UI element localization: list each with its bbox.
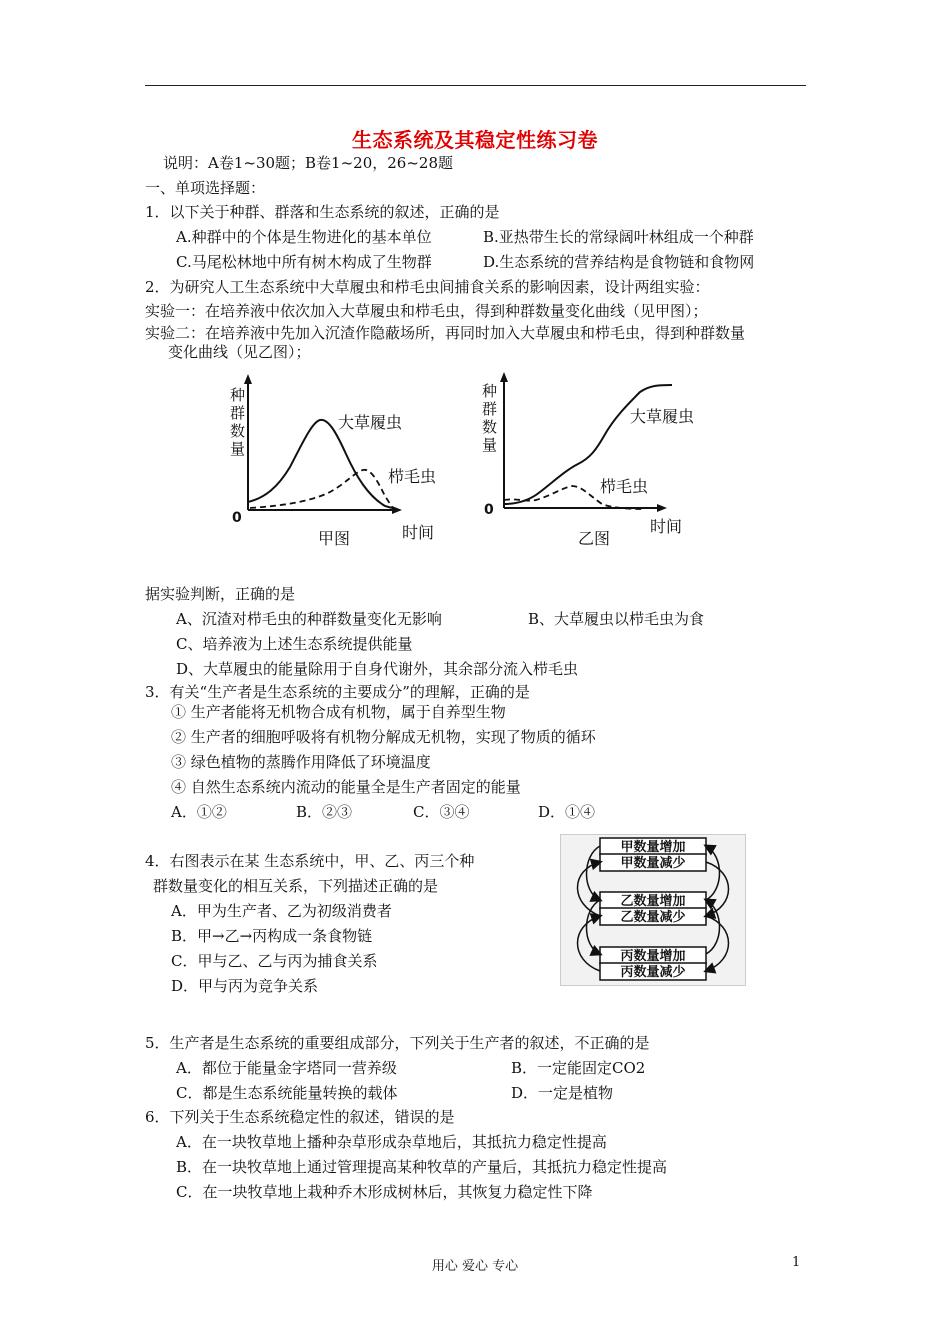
q3-option-d: D．①④ [538, 803, 596, 821]
series-label-paramecium: 大草履虫 [630, 407, 695, 426]
q1-stem: 1．以下关于种群、群落和生态系统的叙述，正确的是 [145, 203, 500, 221]
q2-experiment-2-cont: 变化曲线（见乙图）； [168, 343, 311, 361]
x-axis-label: 时间 [402, 523, 435, 542]
q6-stem: 6．下列关于生态系统稳定性的叙述，错误的是 [145, 1108, 455, 1126]
curve-paramecium [248, 420, 392, 508]
series-label-paramecium: 大草履虫 [338, 413, 403, 432]
box-label: 丙数量减少 [620, 965, 686, 980]
q6-option-a: A．在一块牧草地上播种杂草形成杂草地后，其抵抗力稳定性提高 [176, 1133, 607, 1151]
y-axis-arrow [500, 372, 508, 382]
x-axis-arrow [392, 506, 402, 514]
q2-stem: 2．为研究人工生态系统中大草履虫和栉毛虫间捕食关系的影响因素，设计两组实验： [145, 278, 710, 296]
population-relation-diagram [560, 834, 746, 986]
q3-stem: 3．有关“生产者是生态系统的主要成分”的理解，正确的是 [145, 683, 530, 701]
q3-statement-1: ① 生产者能将无机物合成有机物，属于自养型生物 [171, 703, 506, 721]
graph-jia [220, 372, 460, 552]
q2-option-a: A、沉渣对栉毛虫的种群数量变化无影响 [176, 610, 442, 628]
series-label-didinium: 栉毛虫 [600, 477, 649, 496]
q1-option-b: B.亚热带生长的常绿阔叶林组成一个种群 [483, 228, 754, 246]
graph-caption: 甲图 [318, 529, 351, 548]
q3-statement-3: ③ 绿色植物的蒸腾作用降低了环境温度 [171, 753, 431, 771]
section-heading: 一、单项选择题： [145, 179, 266, 197]
q5-option-c: C．都是生态系统能量转换的载体 [176, 1084, 398, 1102]
y-label-char: 群 [482, 400, 498, 418]
q4-stem-line-1: 4．右图表示在某 生态系统中，甲、乙、丙三个种 [145, 852, 475, 870]
origin-label: 0 [232, 510, 242, 526]
page-title: 生态系统及其稳定性练习卷 [352, 128, 598, 152]
box-label: 甲数量增加 [620, 840, 686, 855]
q6-option-b: B．在一块牧草地上通过管理提高某种牧草的产量后，其抵抗力稳定性提高 [176, 1158, 668, 1176]
series-label-didinium: 栉毛虫 [388, 467, 437, 486]
y-label-char: 数 [230, 422, 246, 440]
q3-option-c: C．③④ [413, 803, 470, 821]
graph-caption: 乙图 [578, 529, 611, 548]
graph-yi [478, 370, 718, 552]
q3-option-b: B．②③ [296, 803, 353, 821]
x-axis-label: 时间 [650, 517, 683, 536]
page-footer: 用心 爱心 专心 [431, 1259, 519, 1274]
q5-option-b: B．一定能固定CO2 [511, 1059, 646, 1077]
x-axis-arrow [657, 504, 667, 512]
q5-stem: 5．生产者是生态系统的重要组成部分，下列关于生产者的叙述，不正确的是 [145, 1034, 650, 1052]
header-rule [145, 85, 806, 86]
q6-option-c: C．在一块牧草地上栽种乔木形成树林后，其恢复力稳定性下降 [176, 1183, 593, 1201]
q4-option-d: D．甲与丙为竞争关系 [171, 977, 319, 995]
q2-option-d: D、大草履虫的能量除用于自身代谢外，其余部分流入栉毛虫 [176, 660, 579, 678]
y-label-char: 种 [230, 386, 246, 404]
q3-statement-2: ② 生产者的细胞呼吸将有机物分解成无机物，实现了物质的循环 [171, 728, 596, 746]
y-axis-arrow [244, 374, 252, 384]
q5-option-d: D．一定是植物 [511, 1084, 614, 1102]
q2-experiment-1: 实验一：在培养液中依次加入大草履虫和栉毛虫，得到种群数量变化曲线（见甲图）； [145, 302, 708, 320]
y-label-char: 种 [482, 382, 498, 400]
y-label-char: 量 [230, 440, 246, 458]
origin-label: 0 [484, 502, 494, 518]
box-label: 乙数量减少 [620, 910, 686, 925]
q3-statement-4: ④ 自然生态系统内流动的能量全是生产者固定的能量 [171, 778, 521, 796]
q2-option-b: B、大草履虫以栉毛虫为食 [528, 610, 705, 628]
q1-option-c: C.马尾松林地中所有树木构成了生物群 [176, 253, 432, 271]
q4-option-a: A．甲为生产者、乙为初级消费者 [171, 902, 392, 920]
q5-option-a: A．都位于能量金字塔同一营养级 [176, 1059, 397, 1077]
y-label-char: 量 [482, 436, 498, 454]
q3-option-a: A．①② [171, 803, 227, 821]
q2-option-c: C、培养液为上述生态系统提供能量 [176, 635, 413, 653]
q4-option-b: B．甲→乙→丙构成一条食物链 [171, 927, 373, 945]
instructions-note: 说明：A卷1~30题；B卷1~20，26~28题 [163, 154, 453, 172]
box-label: 乙数量增加 [620, 894, 686, 909]
q2-judge: 据实验判断，正确的是 [145, 585, 296, 603]
q4-option-c: C．甲与乙、乙与丙为捕食关系 [171, 952, 378, 970]
y-label-char: 群 [230, 404, 246, 422]
box-label: 丙数量增加 [620, 949, 686, 964]
q4-stem-line-2: 群数量变化的相互关系，下列描述正确的是 [153, 877, 439, 895]
q1-option-d: D.生态系统的营养结构是食物链和食物网 [483, 253, 755, 271]
q2-experiment-2: 实验二：在培养液中先加入沉渣作隐蔽场所，再同时加入大草履虫和栉毛虫，得到种群数量 [145, 324, 746, 342]
q1-option-a: A.种群中的个体是生物进化的基本单位 [176, 228, 432, 246]
page-number: 1 [792, 1255, 801, 1270]
y-label-char: 数 [482, 418, 498, 436]
box-label: 甲数量减少 [620, 856, 686, 871]
